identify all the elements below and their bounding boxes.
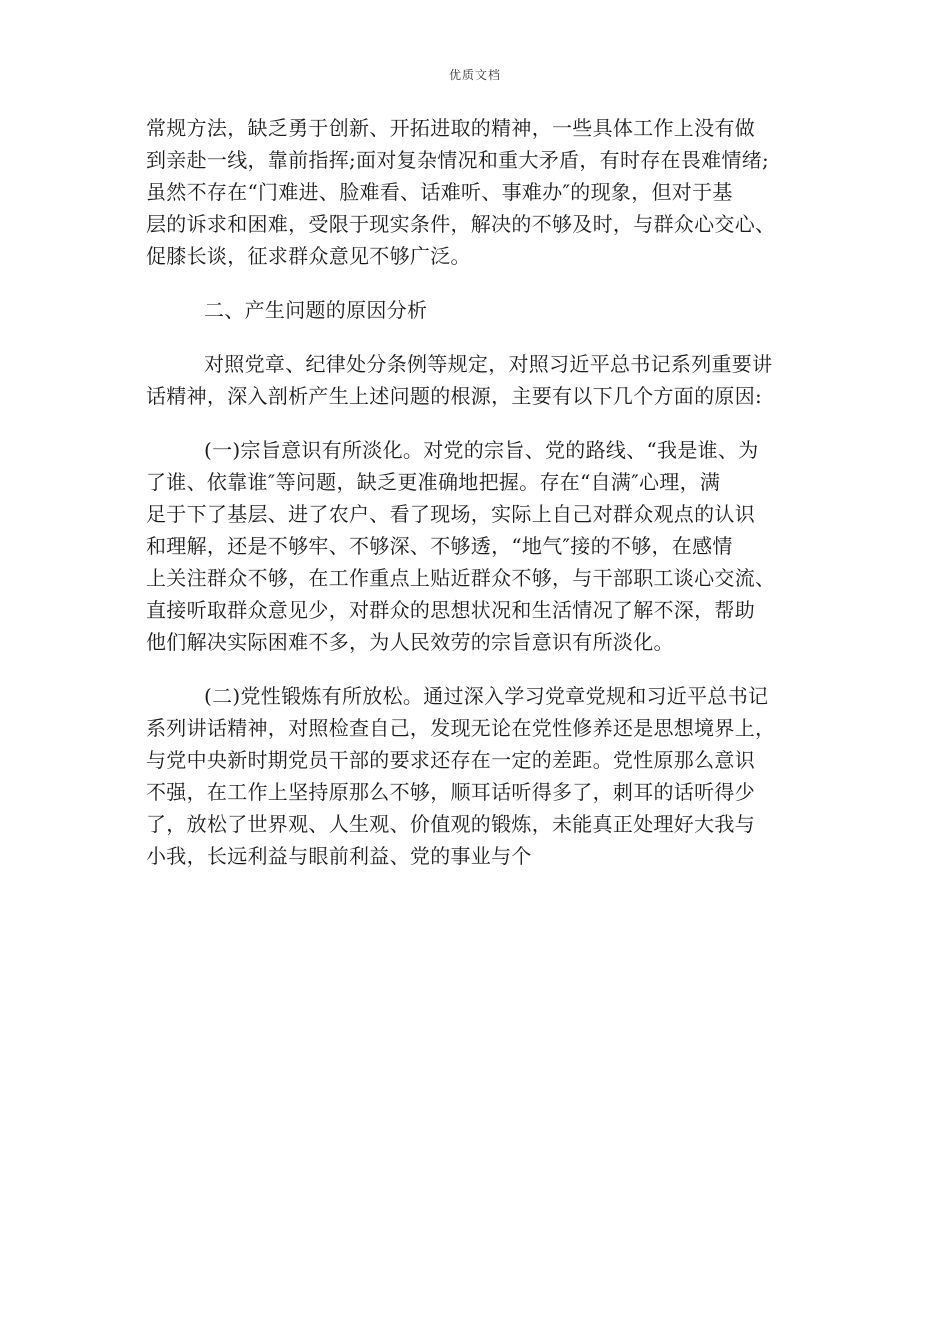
text-line: (一)宗旨意识有所淡化。对党的宗旨、党的路线、“我是谁、为 bbox=[204, 438, 759, 462]
text-line: 层的诉求和困难，受限于现实条件，解决的不够及时，与群众心交心、 bbox=[146, 212, 776, 236]
document-body bbox=[146, 112, 810, 872]
text-line: 促膝长谈，征求群众意见不够广泛。 bbox=[146, 244, 471, 268]
text-line: 常规方法，缺乏勇于创新、开拓进取的精神，一些具体工作上没有做 bbox=[146, 116, 755, 140]
text-line: 对照党章、纪律处分条例等规定，对照习近平总书记系列重要讲 bbox=[204, 352, 773, 376]
page-header: 优质文档 bbox=[448, 68, 501, 82]
paragraph bbox=[146, 434, 810, 658]
text-line: 虽然不存在“门难进、脸难看、话难听、事难办″的现象，但对于基 bbox=[146, 180, 733, 204]
text-line: 和理解，还是不够牢、不够深、不够透，“地气″接的不够，在感情 bbox=[146, 534, 733, 558]
text-line: 上关注群众不够，在工作重点上贴近群众不够，与干部职工谈心交流、 bbox=[146, 566, 776, 590]
text-line: 他们解决实际困难不多，为人民效劳的宗旨意识有所淡化。 bbox=[146, 630, 674, 654]
text-line: 不强，在工作上坚持原那么不够，顺耳话听得多了，刺耳的话听得少 bbox=[146, 780, 755, 804]
text-line: 足于下了基层、进了农户、看了现场，实际上自己对群众观点的认识 bbox=[146, 502, 755, 526]
text-line: 到亲赴一线，靠前指挥;面对复杂情况和重大矛盾，有时存在畏难情绪; bbox=[146, 148, 770, 172]
text-line: 小我，长远利益与眼前利益、党的事业与个 bbox=[146, 844, 532, 868]
text-line: 系列讲话精神，对照检查自己，发现无论在党性修养还是思想境界上， bbox=[146, 716, 776, 740]
text-line: 话精神，深入剖析产生上述问题的根源，主要有以下几个方面的原因: bbox=[146, 384, 763, 408]
text-line: 二、产生问题的原因分析 bbox=[204, 298, 428, 322]
text-line: 与党中央新时期党员干部的要求还存在一定的差距。党性原那么意识 bbox=[146, 748, 755, 772]
text-line: 了谁、依靠谁″等问题，缺乏更准确地把握。存在“自满″心理，满 bbox=[146, 470, 721, 494]
text-line: (二)党性锻炼有所放松。通过深入学习党章党规和习近平总书记 bbox=[204, 684, 769, 708]
section-heading bbox=[146, 294, 810, 326]
text-line: 直接听取群众意见少，对群众的思想状况和生活情况了解不深，帮助 bbox=[146, 598, 755, 622]
text-line: 了，放松了世界观、人生观、价值观的锻炼，未能真正处理好大我与 bbox=[146, 812, 755, 836]
paragraph bbox=[146, 112, 810, 272]
paragraph bbox=[146, 680, 810, 872]
paragraph bbox=[146, 348, 810, 412]
